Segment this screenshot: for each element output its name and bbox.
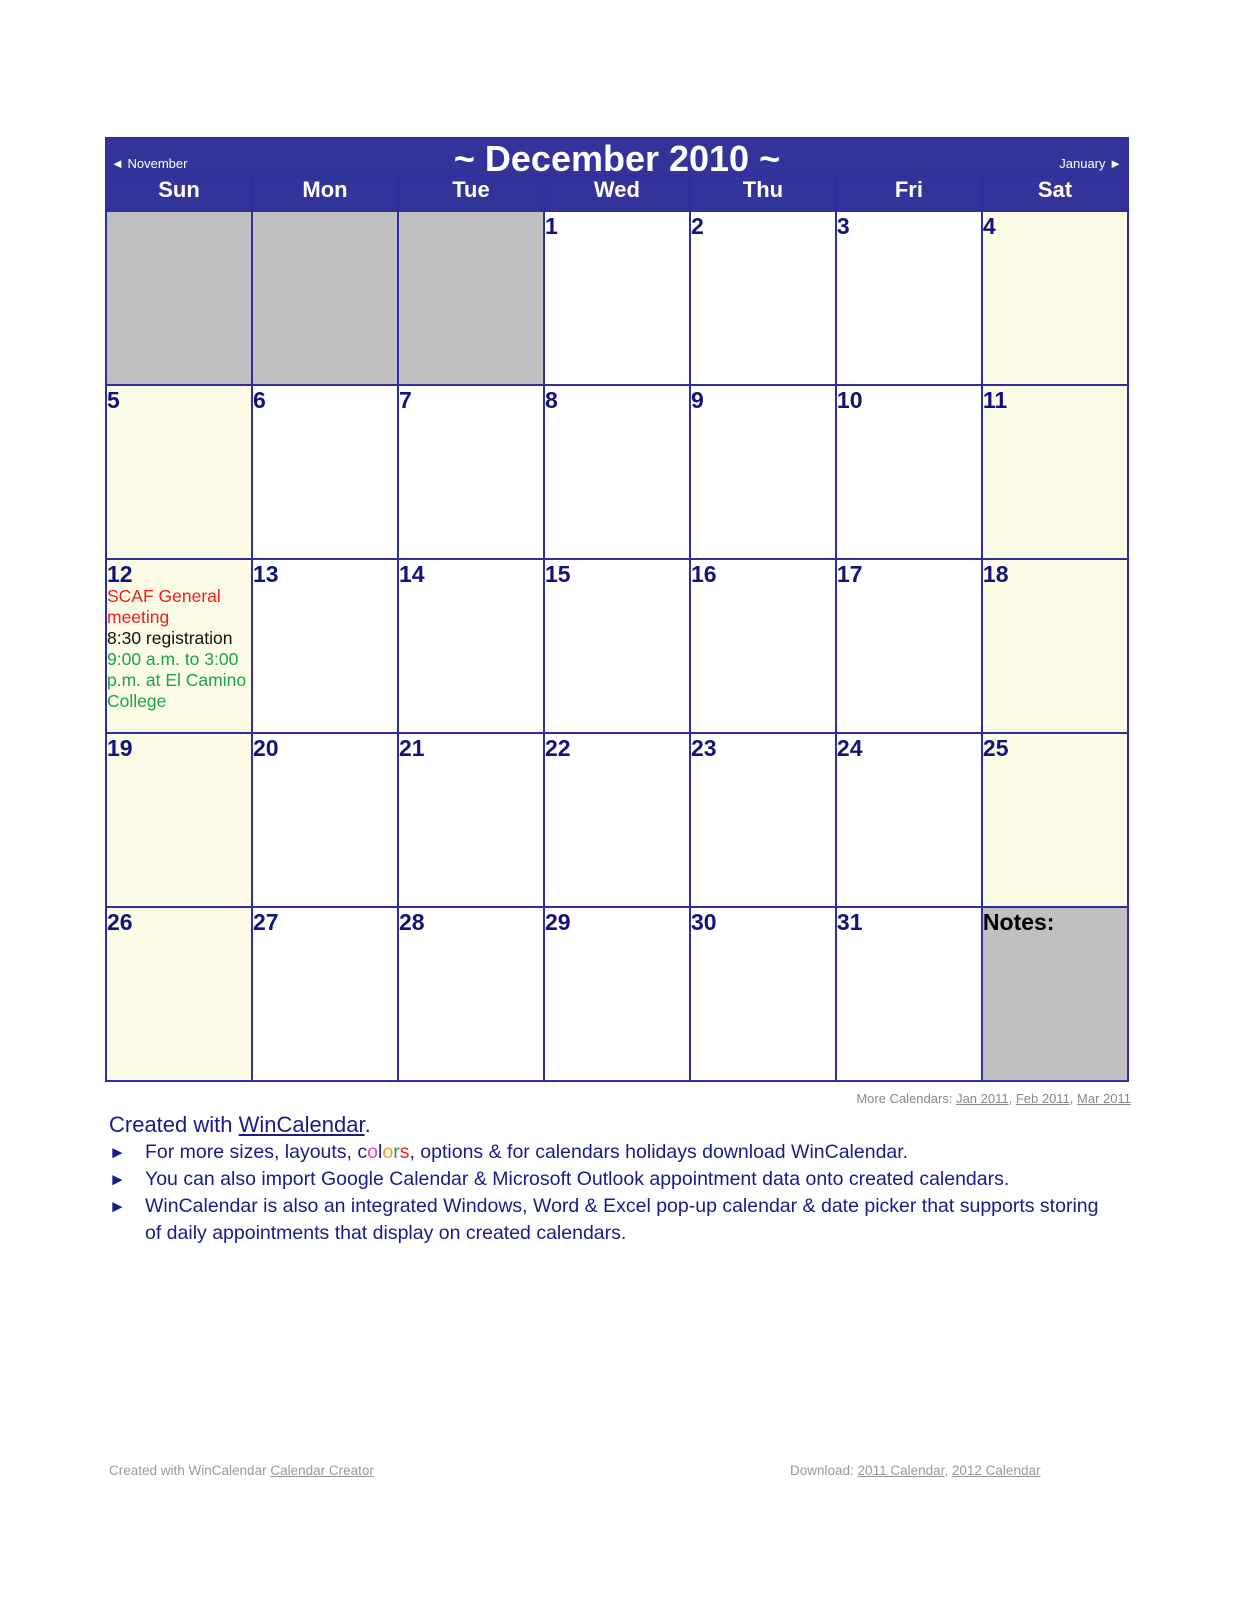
day-number: 6 [252,387,266,413]
day-number: 28 [398,909,425,935]
colors-letter: o [367,1141,379,1163]
day-cell-16 [690,559,836,733]
day-cell-10 [836,385,982,559]
day-number: 16 [690,561,717,587]
more-calendars-link-jan[interactable]: Jan 2011 [956,1091,1009,1106]
day-cell-8 [544,385,690,559]
calendar-title-cell [106,138,1128,179]
download-2011-link[interactable]: 2011 Calendar [857,1463,945,1478]
day-cell-29 [544,907,690,1081]
weekday-thu: Thu [690,176,836,211]
bullet-item [109,1166,1109,1193]
month-title: ~ December 2010 ~ [453,138,781,179]
weekday-mon: Mon [252,176,398,211]
day-number: 3 [836,213,850,239]
footer-left-text: Created with WinCalendar [109,1463,271,1478]
bullet-item [109,1139,1109,1166]
day-number: 9 [690,387,704,413]
title-bar [107,138,1127,179]
week-row-1 [106,211,1128,385]
bullet-text [145,1139,908,1166]
notes-label: Notes: [982,909,1055,935]
day-cell-14 [398,559,544,733]
bullet-arrow-icon: ► [109,1170,126,1189]
day-cell-6 [252,385,398,559]
day-cell-2 [690,211,836,385]
week-row-5 [106,907,1128,1081]
week-row-3 [106,559,1128,733]
wincalendar-link[interactable]: WinCalendar [238,1112,365,1137]
notes-cell[interactable] [982,907,1128,1081]
bullet-text-post: , options & for calendars holidays download WinCalendar. [409,1141,909,1163]
day-cell-15 [544,559,690,733]
day-cell-1 [544,211,690,385]
bullet-text: You can also import Google Calendar & Microsoft Outlook appointment data onto created calendars. [145,1168,1010,1190]
day-cell-20 [252,733,398,907]
calendar-title-row [106,138,1128,176]
event-title: SCAF General meeting [107,586,221,627]
feature-bullets [109,1139,1109,1247]
bullet-arrow-icon: ► [109,1143,126,1162]
day-number: 7 [398,387,412,413]
day-number: 20 [252,735,279,761]
day-cell-23 [690,733,836,907]
day-cell-19 [106,733,252,907]
bullet-item [109,1193,1109,1247]
day-number: 5 [107,387,120,413]
download-2012-link[interactable]: 2012 Calendar [951,1463,1041,1478]
bullet-text-pre: For more sizes, layouts, [145,1141,358,1163]
day-cell-24 [836,733,982,907]
day-number: 24 [836,735,863,761]
weekday-wed: Wed [544,176,690,211]
day-number: 13 [252,561,279,587]
day-number: 23 [690,735,717,761]
weekday-sun: Sun [106,176,252,211]
footer-left [109,1463,374,1478]
day-number: 22 [544,735,571,761]
day-cell-7 [398,385,544,559]
weekday-sat: Sat [982,176,1128,211]
empty-day-cell [398,211,544,385]
event-registration: 8:30 registration [107,628,233,648]
more-calendars-link-feb[interactable]: Feb 2011 [1015,1091,1070,1106]
weekday-header-row [106,176,1128,211]
day-number: 17 [836,561,863,587]
more-calendars-link-mar[interactable]: Mar 2011 [1077,1091,1131,1106]
empty-day-cell [106,211,252,385]
day-number: 12 [107,561,133,587]
day-cell-4 [982,211,1128,385]
day-number: 29 [544,909,571,935]
week-row-2 [106,385,1128,559]
day-number: 26 [107,909,133,935]
footer-right: Download: 2011 Calendar, 2012 Calendar [790,1463,1041,1478]
created-with-suffix: . [364,1112,371,1137]
day-cell-11 [982,385,1128,559]
week-row-4 [106,733,1128,907]
day-cell-28 [398,907,544,1081]
event-time-location: 9:00 a.m. to 3:00 p.m. at El Camino College [107,649,247,711]
weekday-fri: Fri [836,176,982,211]
day-number: 27 [252,909,279,935]
day-number: 14 [398,561,425,587]
created-with-line [109,1112,371,1138]
empty-day-cell [252,211,398,385]
day-cell-30 [690,907,836,1081]
day-number: 31 [836,909,863,935]
prev-month-link[interactable]: ◄ November [111,156,188,171]
day-number: 15 [544,561,571,587]
calendar-creator-link[interactable]: Calendar Creator [270,1463,374,1478]
next-month-link[interactable]: January ► [1059,156,1122,171]
day-cell-3 [836,211,982,385]
calendar-table [105,137,1129,1082]
day-number: 25 [982,735,1009,761]
more-calendars-label: More Calendars: [856,1091,953,1106]
day-cell-5 [106,385,252,559]
day-cell-25 [982,733,1128,907]
day-cell-31 [836,907,982,1081]
weekday-tue: Tue [398,176,544,211]
colors-letter: s [399,1141,410,1163]
day-number: 30 [690,909,717,935]
day-number: 1 [544,213,558,239]
day-number: 19 [107,735,133,761]
day-number: 8 [544,387,558,413]
colors-letter: r [393,1141,400,1163]
footer-right-text: Download: [790,1463,858,1478]
day-number: 10 [836,387,863,413]
more-calendars: More Calendars: Jan 2011, Feb 2011, Mar 2011 [856,1091,1131,1106]
day-cell-17 [836,559,982,733]
day-cell-13 [252,559,398,733]
bullet-text: WinCalendar is also an integrated Windows, Word & Excel pop-up calendar & date picker that supports storing of daily appointments that display on created calendars. [145,1195,1099,1244]
day-number: 4 [982,213,996,239]
day-cell-12 [106,559,252,733]
day-cell-21 [398,733,544,907]
day-cell-26 [106,907,252,1081]
day-number: 21 [398,735,425,761]
day-number: 2 [690,213,704,239]
bullet-arrow-icon: ► [109,1197,126,1216]
day-cell-22 [544,733,690,907]
day-number: 18 [982,561,1009,587]
day-number: 11 [982,387,1008,413]
day-cell-18 [982,559,1128,733]
day-cell-9 [690,385,836,559]
created-with-prefix: Created with [109,1112,239,1137]
colors-letter: l [378,1141,383,1163]
colors-letter: c [357,1141,368,1163]
colors-letter: o [382,1141,394,1163]
day-cell-27 [252,907,398,1081]
